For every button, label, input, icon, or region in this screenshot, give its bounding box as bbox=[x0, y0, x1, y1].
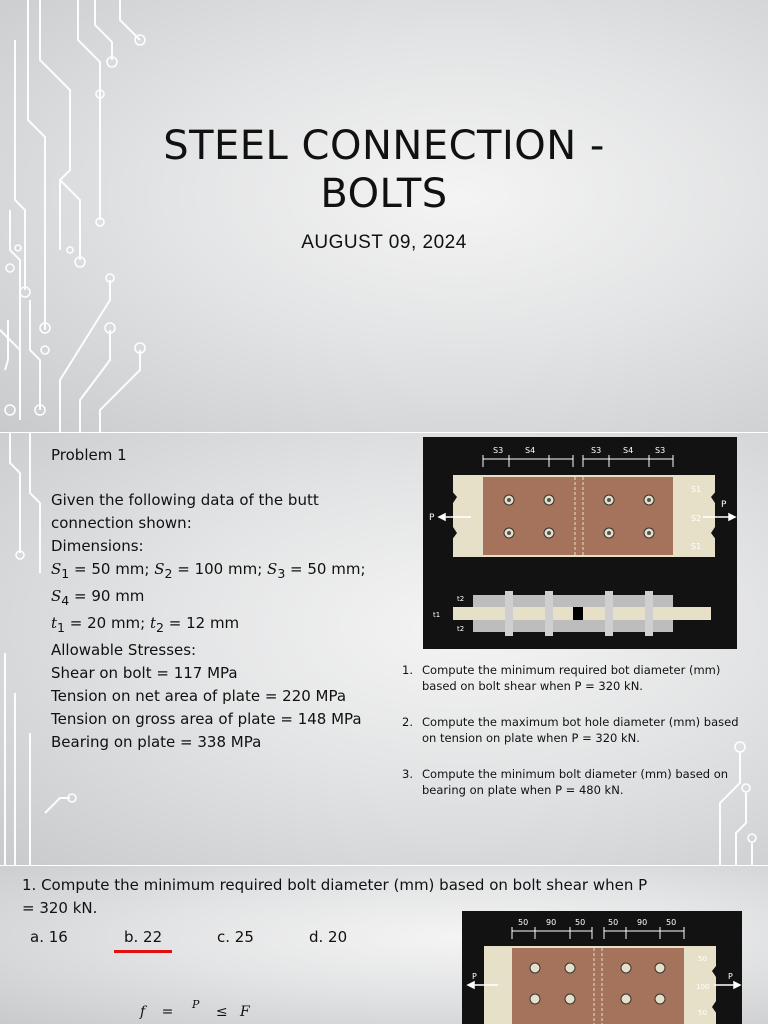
label-p-right: P bbox=[728, 972, 733, 981]
question-list bbox=[400, 662, 740, 818]
choice-d[interactable]: d. 20 bbox=[309, 928, 348, 946]
label-t1: t1 bbox=[433, 611, 441, 619]
tension-gross-stress: Tension on gross area of plate = 148 MPa bbox=[51, 710, 362, 728]
dim-50-c: 50 bbox=[608, 918, 619, 927]
problem-label: Problem 1 bbox=[51, 446, 127, 464]
selected-answer-underline bbox=[114, 950, 172, 953]
choice-c[interactable]: c. 25 bbox=[217, 928, 254, 946]
given-intro: Given the following data of the butt connection shown: bbox=[51, 491, 319, 532]
label-s1-bottom: S1 bbox=[691, 542, 702, 551]
shear-stress: Shear on bolt = 117 MPa bbox=[51, 664, 238, 682]
title-slide bbox=[0, 0, 768, 432]
choice-a[interactable]: a. 16 bbox=[30, 928, 68, 946]
title-line-2: BOLTS bbox=[320, 171, 448, 217]
solution-question: 1. Compute the minimum required bolt diameter (mm) based on bolt shear when P = 320 kN. bbox=[22, 876, 648, 917]
shear-formula: f = P ≤ F bbox=[140, 998, 250, 1020]
side-dim-50-bottom: 50 bbox=[698, 1009, 707, 1017]
label-s2: S2 bbox=[691, 514, 702, 523]
dimensions-s1-s3: $S_1 = 50$ mm; $S_2 = 100$ mm; $S_3 = 50$ mm; bbox=[51, 560, 366, 581]
question-item: 1. Compute the minimum required bot diameter (mm) based on bolt shear when P = 320 kN. bbox=[402, 663, 721, 693]
butt-connection-diagram-dimensioned bbox=[462, 911, 742, 1024]
label-s4-right: S4 bbox=[623, 446, 634, 455]
dimensions-t: $t_1 = 20$ mm; $t_2 = 12$ mm bbox=[51, 614, 240, 635]
problem-given-data bbox=[51, 444, 381, 754]
label-t2-top: t2 bbox=[457, 595, 465, 603]
label-p-left: P bbox=[472, 972, 477, 981]
slide-date: AUGUST 09, 2024 bbox=[301, 232, 467, 253]
butt-connection-diagram bbox=[423, 437, 737, 649]
dim-50-d: 50 bbox=[666, 918, 677, 927]
bearing-stress: Bearing on plate = 338 MPa bbox=[51, 733, 262, 751]
slide-title bbox=[0, 122, 768, 218]
dimensions-s4: $S_4 = 90$ mm bbox=[51, 587, 145, 608]
label-s3-left: S3 bbox=[493, 446, 504, 455]
label-s4-left: S4 bbox=[525, 446, 536, 455]
dimensions-label: Dimensions: bbox=[51, 537, 144, 555]
title-line-1: STEEL CONNECTION - bbox=[163, 123, 605, 169]
side-dim-100: 100 bbox=[696, 983, 710, 991]
label-p-right: P bbox=[721, 500, 727, 510]
label-p-left: P bbox=[429, 513, 435, 523]
question-item: 2. Compute the maximum bot hole diameter (mm) based on tension on plate when P = 320 kN. bbox=[402, 715, 739, 745]
label-s3-right: S3 bbox=[655, 446, 666, 455]
dim-90-a: 90 bbox=[546, 918, 557, 927]
question-item: 3. Compute the minimum bolt diameter (mm) based on bearing on plate when P = 480 kN. bbox=[402, 767, 729, 797]
dim-50-b: 50 bbox=[575, 918, 586, 927]
label-s3-mid: S3 bbox=[591, 446, 602, 455]
dim-90-b: 90 bbox=[637, 918, 648, 927]
choice-b[interactable]: b. 22 bbox=[124, 928, 163, 946]
label-s1-top: S1 bbox=[691, 485, 702, 494]
side-dim-50-top: 50 bbox=[698, 955, 707, 963]
tension-net-stress: Tension on net area of plate = 220 MPa bbox=[51, 687, 347, 705]
label-t2-bottom: t2 bbox=[457, 625, 465, 633]
dim-50-a: 50 bbox=[518, 918, 529, 927]
allowable-label: Allowable Stresses: bbox=[51, 641, 197, 659]
